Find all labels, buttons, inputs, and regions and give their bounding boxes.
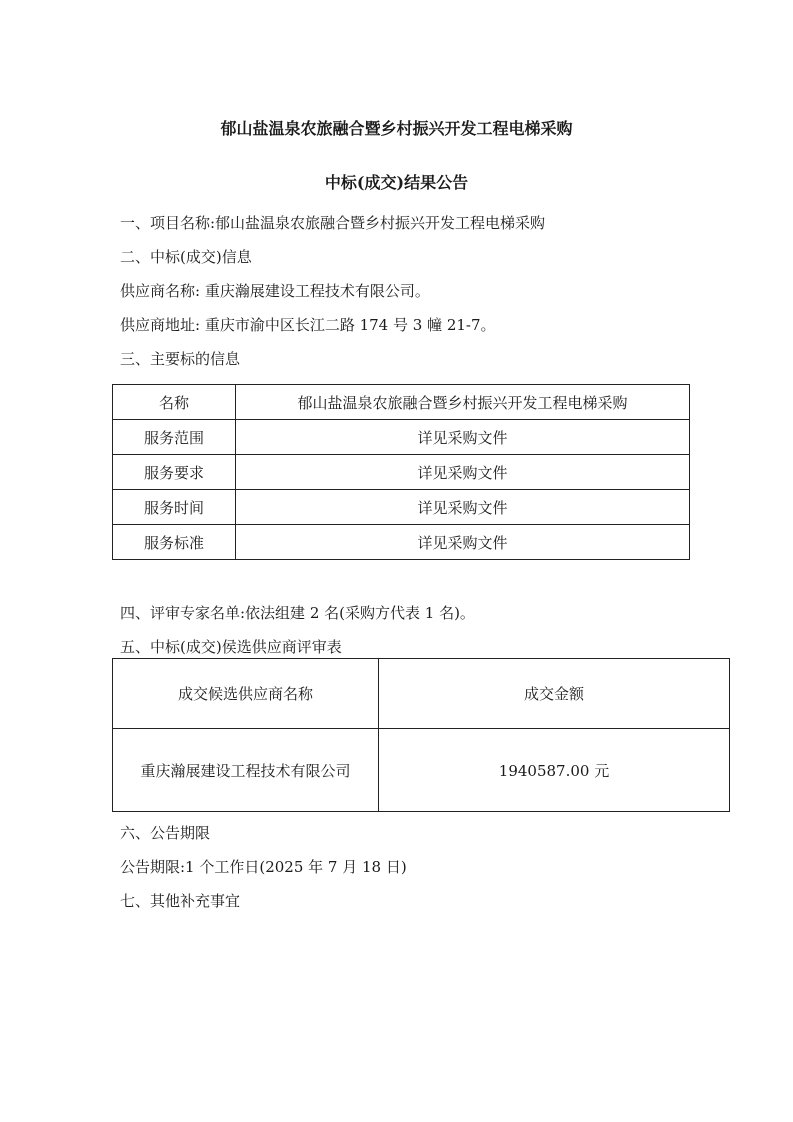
section-notice-period: 六、公告期限 (120, 824, 211, 842)
table-cell-label: 名称 (113, 385, 236, 420)
section-project-name: 一、项目名称:郁山盐温泉农旅融合暨乡村振兴开发工程电梯采购 (120, 214, 546, 232)
table-row (113, 490, 690, 525)
table-row (113, 420, 690, 455)
section-subject-info: 三、主要标的信息 (120, 350, 241, 368)
section-award-info: 二、中标(成交)信息 (120, 248, 252, 266)
document-subtitle: 中标(成交)结果公告 (324, 173, 469, 192)
table-row (113, 385, 690, 420)
document-title: 郁山盐温泉农旅融合暨乡村振兴开发工程电梯采购 (220, 119, 573, 138)
table-cell-value: 郁山盐温泉农旅融合暨乡村振兴开发工程电梯采购 (236, 385, 690, 420)
table-cell-label: 服务时间 (113, 490, 236, 525)
table-cell-supplier: 重庆瀚展建设工程技术有限公司 (113, 729, 379, 812)
column-header-supplier: 成交候选供应商名称 (113, 659, 379, 729)
table-row (113, 455, 690, 490)
column-header-amount: 成交金额 (379, 659, 730, 729)
section-review-table: 五、中标(成交)侯选供应商评审表 (120, 638, 342, 656)
table-cell-value: 详见采购文件 (236, 420, 690, 455)
table-cell-value: 详见采购文件 (236, 525, 690, 560)
table-header-row (113, 659, 730, 729)
table-cell-value: 详见采购文件 (236, 490, 690, 525)
table-cell-value: 详见采购文件 (236, 455, 690, 490)
table-cell-label: 服务标准 (113, 525, 236, 560)
supplier-address-line: 供应商地址: 重庆市渝中区长江二路 174 号 3 幢 21-7。 (120, 316, 496, 334)
subject-info-table (112, 384, 690, 560)
table-cell-amount: 1940587.00 元 (379, 729, 730, 812)
section-review-experts: 四、评审专家名单:依法组建 2 名(采购方代表 1 名)。 (120, 604, 475, 622)
table-cell-label: 服务范围 (113, 420, 236, 455)
table-row (113, 729, 730, 812)
section-other-matters: 七、其他补充事宜 (120, 892, 241, 910)
table-row (113, 525, 690, 560)
notice-period-line: 公告期限:1 个工作日(2025 年 7 月 18 日) (120, 858, 407, 876)
table-cell-label: 服务要求 (113, 455, 236, 490)
candidate-review-table (112, 658, 730, 812)
supplier-name-line: 供应商名称: 重庆瀚展建设工程技术有限公司。 (120, 282, 430, 300)
